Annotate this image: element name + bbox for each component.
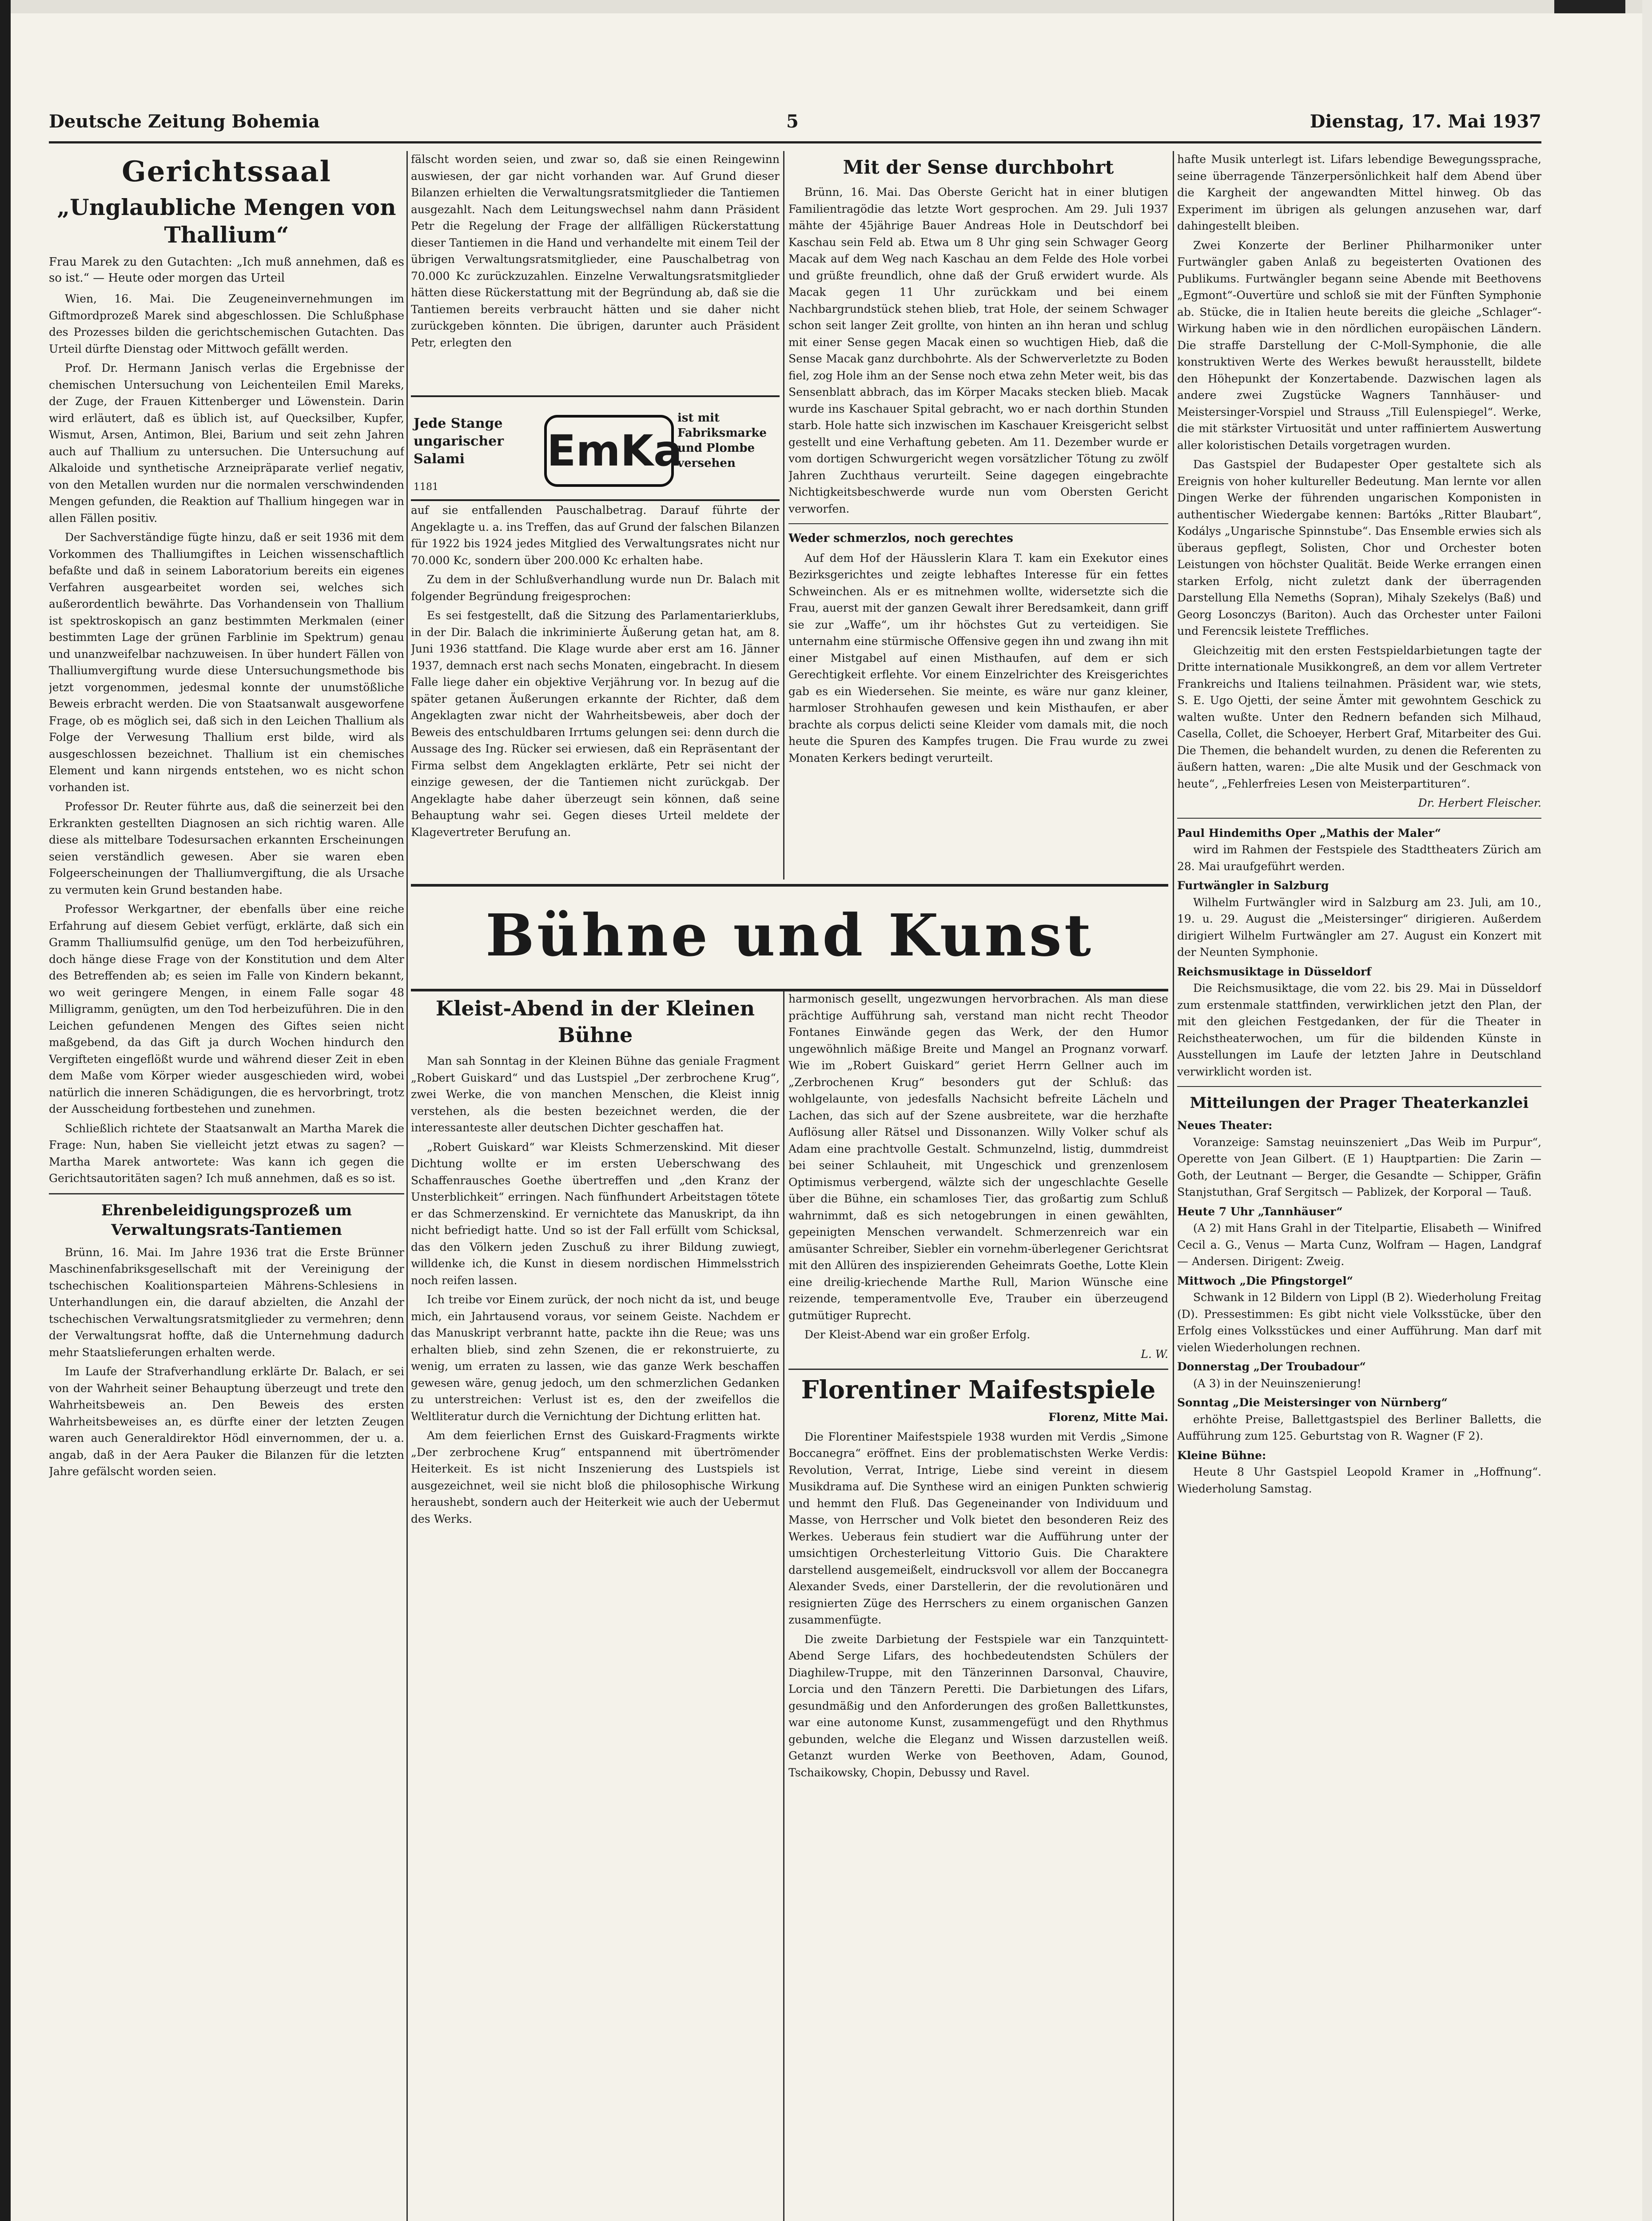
- column-rule: [406, 151, 408, 2221]
- article-divider: [49, 1193, 404, 1194]
- paragraph: Schließlich richtete der Staatsanwalt an Martha Marek die Frage: Nun, haben Sie vielleicht jetzt etwas zu sagen? — Martha Marek antwortete: Was kann ich gegen die Gerichtsautoritäten sagen? Ich muß annehmen, daß es so ist.: [49, 1122, 404, 1185]
- paper-name: Deutsche Zeitung Bohemia: [49, 111, 320, 132]
- article-divider: [1177, 1086, 1541, 1087]
- article-title: Florentiner Maifestspiele: [801, 1375, 1156, 1405]
- theater-title: Mitteilungen der Prager Theaterkanzlei: [1190, 1094, 1529, 1112]
- paragraph: Brünn, 16. Mai. Das Oberste Gericht hat in einer blutigen Familientragödie das letzte Wort gesprochen. Am 29. Juli 1937 mähte der 45jährige Bauer Andreas Hole in Deutschdorf bei Kaschau sein Feld ab. Etwa um 8 Uhr ging sein Schwager Georg Macak auf dem Weg nach Kaschau an dem Felde des Hole vorbei und grüßte freundlich, ohne daß der Gruß erwidert wurde. Als Macak gegen 11 Uhr zurückkam und bei einem Nachbargrundstück stehen blieb, trat Hole, der seinem Schwager schon seit langer Zeit grollte, von hinten an ihn heran und schlug mit einer Sense gegen Macak einen so wuchtigen Hieb, daß die Sense Macak ganz durchbohrte. Als der Schwerverletzte zu Boden fiel, zog Hole ihm an der Sense noch etwa zehn Meter weit, bis das Sensenblatt abbrach, das im Körper Macaks stecken blieb. Macak wurde ins Kaschauer Spital gebracht, wo er nach dorthin Stunden starb. Hole hatte sich inzwischen im Kaschauer Kreisgericht selbst gestellt und eine Verhaftung gebeten. Am 11. Dezember wurde er vom dortigen Schwurgericht wegen vorsätzlicher Tötung zu zwölf Jahren Zuchthaus verurteilt. Seine dagegen eingebrachte Nichtigkeitsbeschwerde wurde nun vom Obersten Gericht verworfen.: [788, 186, 1168, 515]
- paragraph: hafte Musik unterlegt ist. Lifars lebendige Bewegungssprache, seine überragende Tänzerpersönlichkeit half dem Abend über die Kargheit der angewandten Mittel hinweg. Ob das Experiment im übrigen als gelungen anzusehen war, darf dahingestellt bleiben.: [1177, 153, 1541, 232]
- theater-text: (A 2) mit Hans Grahl in der Titelpartie, Elisabeth — Winifred Cecil a. G., Venus — Marta Cunz, Wolfram — Hagen, Landgraf — Andersen. Dirigent: Zweig.: [1177, 1222, 1541, 1268]
- column-rule: [783, 991, 784, 2221]
- column-3-top: [788, 151, 1168, 880]
- ad-right-text: ist mit Fabriksmarke und Plombe versehen: [677, 411, 767, 470]
- theater-head: Donnerstag „Der Troubadour“: [1177, 1360, 1366, 1373]
- column-1: [49, 151, 404, 2221]
- note-text: Die Reichsmusiktage, die vom 22. bis 29. Mai in Düsseldorf zum erstenmale stattfinden, verwirklichen jetzt den Plan, der mit den gleichen Festgedanken, der für die Theater in Reichstheaterwochen, um für die bildenden Künste in Ausstellungen im Laufe der letzten Jahre in Deutschland verwirklicht worden ist.: [1177, 982, 1541, 1078]
- paragraph: Prof. Dr. Hermann Janisch verlas die Ergebnisse der chemischen Untersuchung von Leichenteilen Emil Mareks, der Zuge, der Frauen Kittenberger und Löwenstein. Darin wird erläutert, daß es üblich ist, auf Quecksilber, Kupfer, Wismut, Arsen, Antimon, Blei, Barium und seit zehn Jahren auch auf Thallium zu untersuchen. Die Untersuchung auf Alkaloide und synthetische Arzneipräparate verlief negativ, von den Metallen wurden nur die normalen verschwindenden Mengen gefunden, die Reaktion auf Thallium hingegen war in allen Fällen positiv.: [49, 362, 404, 525]
- banner-title: Bühne und Kunst: [486, 901, 1094, 969]
- scan-top-strip: [11, 0, 1642, 13]
- masthead: [49, 111, 1541, 138]
- page-number: 5: [786, 111, 799, 132]
- theater-text: Heute 8 Uhr Gastspiel Leopold Kramer in „Hoffnung“. Wiederholung Samstag.: [1177, 1465, 1541, 1495]
- note-head: Reichsmusiktage in Düsseldorf: [1177, 965, 1371, 978]
- article-title: Kleist-Abend in der Kleinen Bühne: [435, 996, 755, 1047]
- paragraph: Die Florentiner Maifestspiele 1938 wurden mit Verdis „Simone Boccanegra“ eröffnet. Eins der problematischsten Werke Verdis: Revolution, Verrat, Intrige, Liebe sind vereint in diesem Musikdrama auf. Die Synthese wird an einigen Punkten schwierig und hemmt den Fluß. Das Gegeneinander von Individuum und Masse, von Herrscher und Volk bietet den besonderen Reiz des Werkes. Ueberaus fein studiert war die Aufführung unter der umsichtigen Orchesterleitung Vittorio Guis. Die Charaktere darstellend ausgemeißelt, eindrucksvoll vor allem der Boccanegra Alexander Sveds, einer Darstellerin, der die revolutionären und resignierten Züge des Herrschers zu einem organischen Ganzen zusammenfügte.: [788, 1430, 1168, 1626]
- article-title: „Unglaubliche Mengen von Thallium“: [57, 194, 396, 248]
- scan-top-strip-dark: [1554, 0, 1625, 13]
- paragraph: Im Laufe der Strafverhandlung erklärte Dr. Balach, er sei von der Wahrheit seiner Behauptung überzeugt und trete den Wahrheitsbeweis an. Den Beweis des ersten Wahrheitsbeweises an, es dürfte einer der letzten Zeugen waren auch Generaldirektor Hödl einvernommen, der u. a. angab, daß in der Aera Pauker die Bilanzen für die letzten Jahre gefälscht worden seien.: [49, 1365, 404, 1478]
- paragraph: Am dem feierlichen Ernst des Guiskard-Fragments wirkte „Der zerbrochene Krug“ entspannend mit übertrömender Heiterkeit. Es ist nicht Inszenierung des Lustspiels ist ausgezeichnet, weil sie nicht bloß die philosophische Wirkung heraushebt, sondern auch der Heiterkeit wie auch der Uebermut des Werks.: [411, 1429, 780, 1525]
- paragraph: harmonisch gesellt, ungezwungen hervorbrachen. Als man diese prächtige Aufführung sah, verstand man nicht recht Theodor Fontanes Einwände gegen das Werk, der den Humor ungewöhnlich mäßige Breite und Mangel an Prognanz vorwarf. Wie im „Robert Guiskard“ geriet Herrn Gellner auch im „Zerbrochenen Krug“ besonders gut der Schluß: das wohlgelaunte, von jedesfalls Nachsicht befreite Lächeln und Lachen, das sich auf der Szene ausbreitete, war die herzhafte Auflösung aller Rätsel und Dissonanzen. Willy Volker schuf als Adam eine prachtvolle Gestalt. Schmunzelnd, listig, dummdreist bei seiner Schlauheit, mit Ungeschick und grenzenlosem Optimismus verbergend, wälzte sich der ungeschlachte Geselle über die Bühne, ein schamloses Tier, das großartig zum Schluß wahrnimmt, daß es sich netogebrungen in einen gewählten, gepeinigten Menschen verwandelt. Schmerzenreich war ein amüsanter Schreiber, Siebler ein vornehm-überlegener Gerichtsrat mit den Allüren des inspizierenden Geheimrats Goethe, Lotte Klein eine dreilig-kriechende Marthe Rull, Marion Wünsche eine reizende, temperamentvolle Eve, Trauber ein überzeugend gutmütiger Ruprecht.: [788, 992, 1168, 1322]
- column-2-lower: [411, 991, 780, 2221]
- column-2-middle: [411, 502, 780, 893]
- page-scan-edge-left: [0, 0, 11, 2221]
- theater-head: Heute 7 Uhr „Tannhäuser“: [1177, 1205, 1343, 1218]
- page-scan-edge-right: [1642, 0, 1652, 2221]
- column-rule: [783, 151, 784, 880]
- article-title: Ehrenbeleidigungsprozeß um Verwaltungsrats-Tantiemen: [101, 1201, 352, 1239]
- paragraph: Der Kleist-Abend war ein großer Erfolg.: [804, 1328, 1031, 1341]
- section-title: Gerichtssaal: [122, 155, 331, 188]
- note-head: Furtwängler in Salzburg: [1177, 879, 1329, 892]
- section-banner: [411, 884, 1168, 991]
- article-title: Mit der Sense durchbohrt: [843, 156, 1114, 178]
- ad-left-text: Jede Stange ungarischer Salami: [414, 416, 504, 467]
- dateline: Florenz, Mitte Mai.: [1048, 1411, 1168, 1424]
- paragraph: Es sei festgestellt, daß die Sitzung des Parlamentarierklubs, in der Dir. Balach die inkriminierte Äußerung getan hat, am 8. Juni 1936 stattfand. Die Klage wurde aber erst am 16. Jänner 1937, demnach erst nach sechs Monaten, eingebracht. In diesem Falle liege daher ein objektive Verjährung vor. In bezug auf die später getanen Äußerungen erkannte der Richter, daß dem Angeklagten zwar nicht der Wahrheitsbeweis, aber doch der Beweis des entschuldbaren Irrtums gelungen sei: denn durch die Aussage des Ing. Rücker sei erwiesen, daß ein Repräsentant der Firma selbst dem Angeklagten erklärte, Petr sei nicht der einzige gewesen, der die Tantiemen nicht zurückgab. Der Angeklagte habe daher überzeugt sein können, daß seine Behauptung wahr sei. Gegen dieses Urteil meldete der Klagevertreter Berufung an.: [411, 609, 780, 839]
- theater-text: (A 3) in der Neuinszenierung!: [1193, 1377, 1361, 1390]
- paragraph: fälscht worden seien, und zwar so, daß sie einen Reingewinn auswiesen, der gar nicht vorhanden war. Auf Grund dieser Bilanzen erhielten die Verwaltungsratsmitglieder die Tantiemen ausgezahlt. Nach dem Leitungswechsel nahm dann Präsident Petr die Regelung der Frage der allfälligen Rückerstattung dieser Tantiemen in die Hand und verhandelte mit einem Teil der übrigen Verwaltungsratsmitglieder, eine Pauschalbetrag von 70.000 Kc zurückzuzahlen. Einzelne Verwaltungsratsmitglieder hätten diese Rückerstattung mit der Begründung ab, daß sie die Tantiemen bereits verbraucht hätten und sie daher nicht zurückgeben könnten. Die übrigen, darunter auch Präsident Petr, erlegten den: [411, 153, 780, 349]
- theater-text: Voranzeige: Samstag neuinszeniert „Das Weib im Purpur“, Operette von Jean Gilbert. (E 1) Hauptpartien: Die Zarin — Goth, der Leutnant — Berger, die Gesandte — Schipper, Gräfin Stanjstuthan, Graf Sergitsch — Pablizek, der Korporal — Tauß.: [1177, 1135, 1541, 1198]
- article-divider: [1177, 818, 1541, 819]
- paragraph: Zu dem in der Schlußverhandlung wurde nun Dr. Balach mit folgender Begründung freigesprochen:: [411, 573, 780, 603]
- issue-date: Dienstag, 17. Mai 1937: [1310, 111, 1541, 132]
- paragraph: Brünn, 16. Mai. Im Jahre 1936 trat die Erste Brünner Maschinenfabriksgesellschaft mit der Vereinigung der tschechischen Koalitionsparteien Mährens-Schlesiens in Unterhandlungen ein, die darauf abzielten, die Anzahl der tschechischen Verwaltungsratsmitglieder zu vermehren; denn der Verwaltungsrat hoffte, daß die Unternehmung dadurch mehr Staatslieferungen erhalten werde.: [49, 1246, 404, 1359]
- subhead: Weder schmerzlos, noch gerechtes: [788, 532, 1013, 545]
- column-2-top: [411, 151, 780, 391]
- article-divider: [788, 523, 1168, 524]
- article-lead: Frau Marek zu den Gutachten: „Ich muß annehmen, daß es so ist.“ — Heute oder morgen das Urteil: [49, 255, 404, 285]
- ad-number: 1181: [414, 482, 438, 493]
- byline: L. W.: [1141, 1347, 1168, 1361]
- theater-head: Kleine Bühne:: [1177, 1449, 1266, 1462]
- paragraph: Das Gastspiel der Budapester Oper gestaltete sich als Ereignis von hoher kultureller Bedeutung. Man lernte vor allen Dingen Werke der führenden ungarischen Komponisten in authentischer Wiedergabe kennen: Bartóks „Ritter Blaubart“, Kodálys „Ungarische Spinnstube“. Das Ensemble erwies sich als überaus gepflegt, Solisten, Chor und Orchester boten Leistungen von höchster Qualität. Beide Werke errangen einen starken Erfolg, nicht zuletzt dank der überragenden Darstellung Ella Nemeths (Sopran), Mihaly Szekelys (Baß) und Georg Losonczys (Bariton). Auch das Orchester unter Failoni und Ferencsik leistete Treffliches.: [1177, 458, 1541, 637]
- paragraph: Ich treibe vor Einem zurück, der noch nicht da ist, und beuge mich, ein Jahrtausend voraus, vor seinem Geiste. Nachdem er das Manuskript verbrannt hatte, packte ihn die Reue; was uns erhalten blieb, sind zehn Szenen, die er rekonstruierte, zu wenig, um erraten zu lassen, wie das ganze Werk beschaffen gewesen wäre, genug jedoch, um den schmerzlichen Gedanken zu unterstreichen: Verlust ist es, den der zweifellos die Weltliteratur durch die Vernichtung der Dichtung erlitten hat.: [411, 1293, 780, 1423]
- ad-logo: EmKa: [544, 415, 674, 487]
- article-divider: [788, 1369, 1168, 1370]
- note-text: wird im Rahmen der Festspiele des Stadttheaters Zürich am 28. Mai uraufgeführt werden.: [1177, 843, 1541, 873]
- column-3-lower: [788, 991, 1168, 2221]
- masthead-rule: [49, 141, 1541, 143]
- paragraph: „Robert Guiskard“ war Kleists Schmerzenskind. Mit dieser Dichtung wollte er im ersten Ueberschwang des Schaffenrausches Goethe übertreffen und „den Kranz der Unsterblichkeit“ erringen. Nach fünfhundert Arbeitstagen tötete er das Schmerzenskind. Er vernichtete das Manuskript, da ihn nicht befriedigt hatte. Und so ist der Fall erfüllt vom Schicksal, das den Völkern jeden Zuschuß zu ihrer Bildung zuwiegt, willdenke ich, die Kunst in diesem nordischen Himmelsstrich noch reifen lassen.: [411, 1140, 780, 1287]
- theater-text: Schwank in 12 Bildern von Lippl (B 2). Wiederholung Freitag (D). Pressestimmen: Es gibt nicht viele Volksstücke, über den Erfolg eines Volksstückes und einer Aufführung. Man darf mit vielen Wiederholungen rechnen.: [1177, 1291, 1541, 1354]
- paragraph: Wien, 16. Mai. Die Zeugeneinvernehmungen im Giftmordprozeß Marek sind abgeschlossen. Die Schlußphase des Prozesses bilden die gerichtschemischen Gutachten. Das Urteil dürfte Dienstag oder Mittwoch gefällt werden.: [49, 292, 404, 355]
- paragraph: auf sie entfallenden Pauschalbetrag. Darauf führte der Angeklagte u. a. ins Treffen, das auf Grund der falschen Bilanzen für 1922 bis 1924 jedes Mitglied des Verwaltungsrates nicht nur 70.000 Kc, sondern über 200.000 Kc erhalten habe.: [411, 504, 780, 567]
- note-head: Paul Hindemiths Oper „Mathis der Maler“: [1177, 826, 1441, 840]
- theater-head: Sonntag „Die Meistersinger von Nürnberg“: [1177, 1396, 1448, 1409]
- paragraph: Die zweite Darbietung der Festspiele war ein Tanzquintett-Abend Serge Lifars, des hochbedeutendsten Schülers der Diaghilew-Truppe, mit den Tänzerinnen Darsonval, Chauvire, Lorcia und den Tänzern Peretti. Die Darbietungen des Lifars, gesundmäßig und den Anforderungen des großen Ballettkunstes, war eine autonome Kunst, zusammengefügt und den Rhythmus gebunden, welche die Eleganz und Wissen darzustellen weiß. Getanzt wurden Werke von Beethoven, Adam, Gounod, Tschaikowsky, Chopin, Debussy und Ravel.: [788, 1632, 1168, 1779]
- paragraph: Professor Werkgartner, der ebenfalls über eine reiche Erfahrung auf diesem Gebiet verfügt, erklärte, daß sich ein Gramm Thalliumsulfid genüge, um den Tod herbeizuführen, doch hänge diese Frage von der Konstitution und dem Alter des Betreffenden ab; es seien im Falle von Kindern bekannt, wo weit geringere Mengen, in einem Falle sogar 48 Milligramm, genügten, um den Tod herbeizuführen. Die in den Leichen gefundenen Mengen des Giftes seien nicht maßgebend, da das Gift ja durch Wochen hindurch den Vergifteten eingeflößt wurde und während dieser Zeit in eben dem Maße vom Körper wieder ausgeschieden wird, wobei natürlich die inneren Schädigungen, die es hervorbringt, trotz der Ausscheidung fortbestehen und zunehmen.: [49, 903, 404, 1115]
- column-rule: [1173, 151, 1174, 2221]
- byline: Dr. Herbert Fleischer.: [1418, 796, 1541, 809]
- theater-head: Neues Theater:: [1177, 1119, 1273, 1132]
- note-text: Wilhelm Furtwängler wird in Salzburg am 23. Juli, am 10., 19. u. 29. August die „Meistersinger“ dirigieren. Außerdem dirigiert Wilhelm Furtwängler am 27. August ein Konzert mit der Neunten Symphonie.: [1177, 896, 1541, 959]
- paragraph: Professor Dr. Reuter führte aus, daß die seinerzeit bei den Erkrankten gestellten Diagnosen an sich richtig waren. Alle diese als mittelbare Todesursachen erkannten Erscheinungen seien verständlich gewesen. Aber sie waren eben Folgeerscheinungen der Thalliumvergiftung, die als Ursache zu vermuten kein Grund bestanden habe.: [49, 800, 404, 896]
- theater-head: Mittwoch „Die Pfingstorgel“: [1177, 1274, 1353, 1287]
- column-4: [1177, 151, 1541, 2221]
- advertisement: [411, 395, 780, 501]
- paragraph: Gleichzeitig mit den ersten Festspieldarbietungen tagte der Dritte internationale Musikkongreß, an dem vor allem Vertreter Frankreichs und Italiens teilnahmen. Präsident war, wie stets, S. E. Ugo Ojetti, der seine Ämter mit gewohntem Geschick zu walten wußte. Unter den Rednern befanden sich Milhaud, Casella, Collet, die Schoeyer, Herbert Graf, Mitarbeiter des Gui. Die Themen, die behandelt wurden, zu denen die Referenten zu äußern hatten, waren: „Die alte Musik und der Geschmack von heute“, „Fehlerfreies Lesen von Meisterpartituren“.: [1177, 644, 1541, 790]
- paragraph: Auf dem Hof der Häusslerin Klara T. kam ein Exekutor eines Bezirksgerichtes und zeigte lebhaftes Interesse für ein fettes Schweinchen. Als er es mitnehmen wollte, widersetzte sich die Frau, auerst mit der ganzen Gewalt ihrer Beredsamkeit, dann griff sie zur „Waffe“, um ihr höchstes Gut zu verteidigen. Sie unternahm eine stürmische Offensive gegen ihn und zwang ihn mit einer Mistgabel auf einen Misthaufen, auf dem er sich Gerechtigkeit erflehte. Vor einem Einzelrichter des Kreisgerichtes gab es ein Wiedersehen. Sie meinte, es wäre nur ganz kleiner, harmloser Strohhaufen gewesen und kein Misthaufen, er aber brachte als corpus delicti seine Kleider vom damals mit, die noch heute die Spuren des Kampfes trugen. Die Frau wurde zu zwei Monaten Kerkers bedingt verurteilt.: [788, 551, 1168, 764]
- paragraph: Man sah Sonntag in der Kleinen Bühne das geniale Fragment „Robert Guiskard“ und das Lustspiel „Der zerbrochene Krug“, zwei Werke, die von manchen Menschen, die Kleist innig verstehen, als die besten bezeichnet werden, die der interessanteste aller deutschen Dichter geschaffen hat.: [411, 1055, 780, 1134]
- paragraph: Zwei Konzerte der Berliner Philharmoniker unter Furtwängler gaben Anlaß zu begeisterten Ovationen des Publikums. Furtwängler begann seine Abende mit Beethovens „Egmont“-Ouvertüre und schloß sie mit der Fünften Symphonie ab. Stücke, die in Italien heute bereits die gleiche „Schlager“-Wirkung haben wie in den nördlichen europäischen Ländern. Die straffe Darstellung der C-Moll-Symphonie, die alle konstruktiven Werte des Werkes bewußt herausstellt, bildete den Höhepunkt der Konzertabende. Dazwischen lagen als andere zwei Zugstücke Wagners Tannhäuser- und Meistersinger-Vorspiel und Strauss „Till Eulenspiegel“. Werke, die mit stärkster Virtuosität und unter raffiniertem Auswertung aller koloristischen Details vorgetragen wurden.: [1177, 239, 1541, 452]
- paragraph: Der Sachverständige fügte hinzu, daß er seit 1936 mit dem Vorkommen des Thalliumgiftes in Leichen wissenschaftlich befaßte und daß in seinem Laboratorium bereits ein eigenes Verfahren ausgearbeitet worden sei, welches sich außerordentlich bewährte. Das Vorhandensein von Thallium ist spektroskopisch an ganz bestimmten Merkmalen (einer bestimmten Lage der grünen Farblinie im Spektrum) genau und unanzweifelbar nachzuweisen. In über hundert Fällen von Thalliumvergiftung wurde diese Untersuchungsmethode bis jetzt vorgenommen, jedesmal konnte der unumstößliche Beweis erbracht werden. Die von Staatsanwalt ausgeworfene Frage, ob es möglich sei, daß sich in den Leichen Thallium als Folge der Verwesung Thallium erst bilde, wird als ausgeschlossen bezeichnet. Thallium ist ein chemisches Element und kann nirgends entstehen, wo es nicht schon vorhanden ist.: [49, 531, 404, 794]
- theater-text: erhöhte Preise, Ballettgastspiel des Berliner Balletts, die Aufführung zum 125. Geburtstag von R. Wagner (F 2).: [1177, 1413, 1541, 1442]
